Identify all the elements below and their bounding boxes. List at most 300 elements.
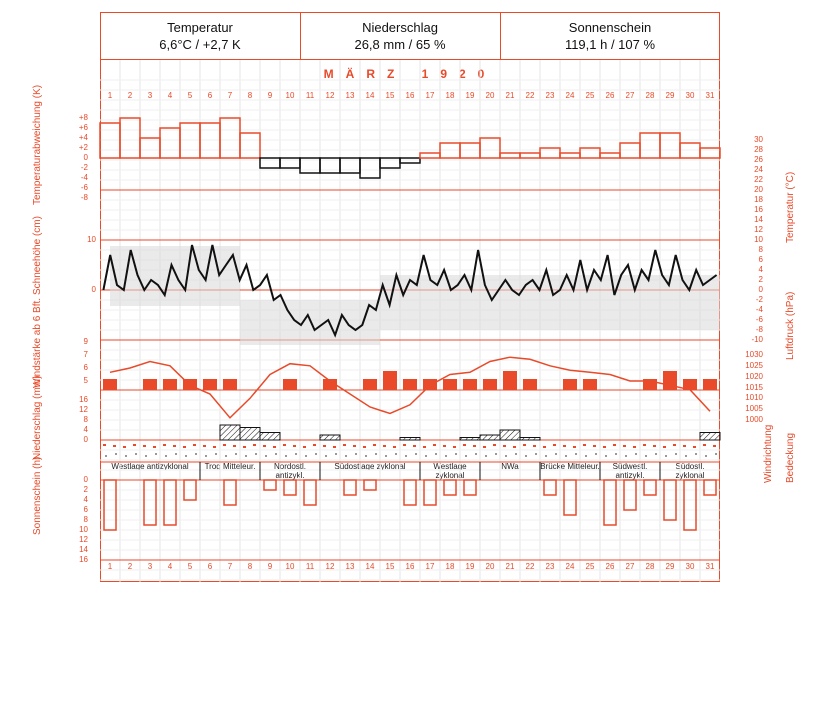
wind-bar [143, 379, 157, 390]
wind-direction-mark [303, 446, 306, 448]
cloud-cover-mark [355, 453, 357, 455]
wind-direction-mark [673, 444, 676, 446]
wind-direction-mark [523, 444, 526, 446]
cloud-cover-mark [625, 455, 627, 457]
tick-temperature: 4 [758, 265, 763, 274]
cloud-cover-mark [205, 455, 207, 457]
cloud-cover-mark [105, 455, 107, 457]
wind-direction-mark [483, 446, 486, 448]
cloud-cover-mark [175, 453, 177, 455]
wind-direction-mark [663, 446, 666, 448]
tick-temperature: 12 [754, 225, 763, 234]
tick-sunshine: 14 [79, 545, 88, 554]
day-number-top: 6 [207, 91, 213, 100]
day-number-top: 15 [385, 91, 395, 100]
precip-bar [240, 428, 260, 441]
cloud-cover-mark [705, 455, 707, 457]
tick-snow: 10 [87, 235, 96, 244]
tick-temperature: 28 [754, 145, 763, 154]
day-number-top: 25 [585, 91, 595, 100]
cloud-cover-mark [545, 455, 547, 457]
wind-direction-mark [193, 444, 196, 446]
cloud-cover-mark [665, 455, 667, 457]
day-number-top: 4 [167, 91, 173, 100]
tick-sunshine: 4 [83, 495, 88, 504]
day-number-top: 27 [625, 91, 635, 100]
cloud-cover-mark [165, 455, 167, 457]
tick-wind: 7 [83, 350, 88, 359]
cloud-cover-mark [615, 453, 617, 455]
tick-temperature: 14 [754, 215, 763, 224]
tick-temperature: 0 [758, 285, 763, 294]
anomaly-bar [120, 118, 140, 158]
sunshine-bar [684, 480, 696, 530]
day-number-top: 18 [445, 91, 455, 100]
header-temperature-title: Temperatur [167, 20, 233, 35]
day-number-bottom: 10 [285, 562, 295, 571]
wind-direction-mark [693, 446, 696, 448]
precip-bar [460, 438, 480, 441]
anomaly-bar [660, 133, 680, 158]
wind-direction-mark [393, 446, 396, 448]
cloud-cover-mark [695, 453, 697, 455]
day-number-top: 12 [325, 91, 335, 100]
wind-bar [203, 379, 217, 390]
wind-direction-mark [593, 445, 596, 447]
sunshine-bar [544, 480, 556, 495]
sunshine-bar [224, 480, 236, 505]
wind-bar [383, 371, 397, 390]
wind-direction-mark [653, 445, 656, 447]
wind-bar [563, 379, 577, 390]
cloud-cover-mark [285, 455, 287, 457]
wind-direction-mark [713, 445, 716, 447]
tick-temperature: -6 [755, 315, 763, 324]
wind-direction-mark [643, 444, 646, 446]
day-number-bottom: 19 [465, 562, 475, 571]
sunshine-bar [304, 480, 316, 505]
day-number-top: 8 [247, 91, 253, 100]
header-precipitation-title: Niederschlag [362, 20, 438, 35]
day-number-top: 5 [187, 91, 193, 100]
tick-pressure: 1015 [745, 382, 763, 392]
wind-bar [323, 379, 337, 390]
month-title: MÄRZ 1920 [323, 67, 497, 81]
tick-anomaly: +8 [78, 113, 88, 122]
tick-temperature: 6 [758, 255, 763, 264]
wind-bar [643, 379, 657, 390]
precip-bar [500, 430, 520, 440]
anomaly-bar [500, 153, 520, 158]
axis-label-snow: Schneehöhe (cm) [32, 216, 43, 295]
tick-sunshine: 0 [83, 475, 88, 484]
cloud-cover-mark [495, 453, 497, 455]
day-number-bottom: 4 [167, 562, 173, 571]
wind-direction-mark [253, 444, 256, 446]
wind-direction-mark [263, 445, 266, 447]
anomaly-bar [140, 138, 160, 158]
wind-direction-mark [533, 445, 536, 447]
day-number-top: 11 [305, 91, 315, 100]
wind-direction-mark [273, 446, 276, 448]
tick-anomaly: +2 [78, 143, 88, 152]
wind-direction-mark [173, 445, 176, 447]
anomaly-bar [420, 153, 440, 158]
tick-pressure: 1025 [745, 360, 763, 370]
tick-pressure: 1020 [745, 371, 763, 381]
wind-direction-mark [203, 445, 206, 447]
sunshine-bar [644, 480, 656, 495]
wind-bar [403, 379, 417, 390]
wind-bar [223, 379, 237, 390]
wind-direction-mark [503, 445, 506, 447]
wind-direction-mark [543, 446, 546, 448]
day-number-bottom: 18 [445, 562, 455, 571]
wind-direction-mark [123, 446, 126, 448]
cloud-cover-mark [155, 453, 157, 455]
cloud-cover-mark [335, 453, 337, 455]
tick-temperature: -10 [751, 335, 763, 344]
axis-label-precip: Niederschlag (mm) [32, 375, 43, 460]
wind-direction-mark [423, 446, 426, 448]
cloud-cover-mark [575, 453, 577, 455]
day-number-bottom: 16 [405, 562, 415, 571]
wind-bar [523, 379, 537, 390]
wind-bar [503, 371, 517, 390]
tick-anomaly: 0 [83, 153, 88, 162]
cloud-cover-mark [315, 453, 317, 455]
wind-direction-mark [383, 445, 386, 447]
cloud-cover-mark [195, 453, 197, 455]
wind-direction-mark [133, 444, 136, 446]
wind-bar [283, 379, 297, 390]
wind-direction-mark [233, 445, 236, 447]
wind-bar [363, 379, 377, 390]
sunshine-bar [464, 480, 476, 495]
tick-anomaly: -8 [80, 193, 88, 202]
anomaly-bar [240, 133, 260, 158]
sunshine-bar [164, 480, 176, 525]
cloud-cover-mark [185, 455, 187, 457]
wind-direction-mark [163, 444, 166, 446]
wind-direction-mark [213, 446, 216, 448]
axis-label-sunshine: Sonnenschein (h) [32, 456, 43, 535]
day-number-bottom: 12 [325, 562, 335, 571]
cloud-cover-mark [645, 455, 647, 457]
wind-bar [423, 379, 437, 390]
wind-direction-mark [333, 446, 336, 448]
tick-precip: 16 [79, 395, 88, 404]
day-number-top: 3 [147, 91, 153, 100]
wind-direction-mark [343, 444, 346, 446]
cloud-cover-mark [235, 453, 237, 455]
tick-pressure: 1005 [745, 404, 763, 414]
wind-direction-mark [493, 444, 496, 446]
day-number-top: 16 [405, 91, 415, 100]
tick-sunshine: 16 [79, 555, 88, 564]
wind-direction-mark [223, 444, 226, 446]
cloud-cover-mark [245, 455, 247, 457]
anomaly-bar [160, 128, 180, 158]
day-number-top: 20 [485, 91, 495, 100]
anomaly-bar [560, 153, 580, 158]
wind-direction-mark [373, 444, 376, 446]
wind-direction-mark [323, 445, 326, 447]
cloud-cover-mark [715, 453, 717, 455]
day-number-bottom: 15 [385, 562, 395, 571]
wind-bar [103, 379, 117, 390]
tick-anomaly: +6 [78, 123, 88, 132]
cloud-cover-mark [485, 455, 487, 457]
tick-wind: 6 [83, 363, 88, 372]
day-number-top: 10 [285, 91, 295, 100]
cloud-cover-mark [295, 453, 297, 455]
weather-type-label: Westlage zyklonal [433, 462, 467, 480]
tick-precip: 0 [83, 435, 88, 444]
day-number-top: 2 [127, 91, 133, 100]
day-number-bottom: 17 [425, 562, 435, 571]
cloud-cover-mark [515, 453, 517, 455]
cloud-cover-mark [215, 453, 217, 455]
wind-bar [703, 379, 717, 390]
day-number-bottom: 7 [227, 562, 233, 571]
cloud-cover-mark [255, 453, 257, 455]
wind-direction-mark [453, 446, 456, 448]
day-number-bottom: 28 [645, 562, 655, 571]
cloud-cover-mark [445, 455, 447, 457]
wind-bar [683, 379, 697, 390]
wind-direction-mark [413, 445, 416, 447]
day-number-bottom: 27 [625, 562, 635, 571]
axis-label-wind-direction: Windrichtung [763, 424, 774, 483]
day-number-bottom: 31 [705, 562, 715, 571]
cloud-cover-mark [435, 453, 437, 455]
precip-bar [220, 425, 240, 440]
day-number-top: 22 [525, 91, 535, 100]
sunshine-bar [404, 480, 416, 505]
cloud-cover-mark [525, 455, 527, 457]
cloud-cover-mark [605, 455, 607, 457]
tick-anomaly: -6 [80, 183, 88, 192]
cloud-cover-mark [275, 453, 277, 455]
day-number-bottom: 30 [685, 562, 695, 571]
weather-type-label: Brücke Mitteleur. [540, 462, 600, 471]
day-number-top: 23 [545, 91, 555, 100]
sunshine-bar [704, 480, 716, 495]
axis-label-wind: Windstärke ab 6 Bft. [32, 297, 43, 388]
day-number-bottom: 6 [207, 562, 213, 571]
tick-temperature: 10 [754, 235, 763, 244]
wind-direction-mark [553, 444, 556, 446]
wind-bar [663, 371, 677, 390]
tick-pressure: 1000 [745, 415, 763, 424]
tick-temperature: 26 [754, 155, 763, 164]
cloud-cover-mark [225, 455, 227, 457]
axis-label-temp-anomaly: Temperaturabweichung (K) [32, 84, 43, 205]
sunshine-bar [344, 480, 356, 495]
day-number-top: 29 [665, 91, 675, 100]
day-number-bottom: 26 [605, 562, 615, 571]
cloud-cover-mark [655, 453, 657, 455]
tick-precip: 12 [79, 405, 88, 414]
day-number-bottom: 20 [485, 562, 495, 571]
wind-bar [583, 379, 597, 390]
cloud-cover-mark [375, 453, 377, 455]
wind-direction-mark [443, 445, 446, 447]
wind-direction-mark [403, 444, 406, 446]
wind-direction-mark [103, 444, 106, 446]
tick-sunshine: 12 [79, 535, 88, 544]
tick-precip: 8 [83, 415, 88, 424]
cloud-cover-mark [345, 455, 347, 457]
cloud-cover-mark [135, 453, 137, 455]
sunshine-bar [624, 480, 636, 510]
header-sunshine-value: 119,1 h / 107 % [564, 37, 656, 52]
cloud-cover-mark [405, 455, 407, 457]
weather-type-label: Südwestl. antizykl. [612, 462, 648, 480]
anomaly-bar [640, 133, 660, 158]
wind-direction-mark [583, 444, 586, 446]
day-number-top: 13 [345, 91, 355, 100]
anomaly-bar [360, 158, 380, 178]
tick-temperature: -2 [755, 295, 763, 304]
sunshine-bar [144, 480, 156, 525]
anomaly-bar [220, 118, 240, 158]
cloud-cover-mark [425, 455, 427, 457]
wind-direction-mark [623, 445, 626, 447]
day-number-top: 31 [705, 91, 715, 100]
sunshine-bar [424, 480, 436, 505]
precip-bar [260, 433, 280, 441]
wind-direction-mark [573, 446, 576, 448]
wind-direction-mark [633, 446, 636, 448]
tick-temperature: 2 [758, 275, 763, 284]
precip-bar [700, 433, 720, 441]
day-number-top: 17 [425, 91, 435, 100]
tick-precip: 4 [83, 425, 88, 434]
precip-bar [320, 435, 340, 440]
anomaly-bar [600, 153, 620, 158]
tick-temperature: -4 [755, 305, 763, 314]
day-number-bottom: 23 [545, 562, 555, 571]
sunshine-bar [364, 480, 376, 490]
tick-temperature: 8 [758, 245, 763, 254]
tick-temperature: 22 [754, 175, 763, 184]
wind-direction-mark [683, 445, 686, 447]
temperature-range-band [240, 300, 380, 345]
day-number-top: 28 [645, 91, 655, 100]
day-number-bottom: 25 [585, 562, 595, 571]
cloud-cover-mark [115, 453, 117, 455]
tick-anomaly: +4 [78, 133, 88, 142]
tick-temperature: 24 [754, 165, 763, 174]
cloud-cover-mark [465, 455, 467, 457]
day-number-bottom: 21 [505, 562, 515, 571]
anomaly-bar [480, 138, 500, 158]
day-number-top: 24 [565, 91, 575, 100]
day-number-bottom: 2 [127, 562, 133, 571]
tick-temperature: 18 [754, 195, 763, 204]
day-number-bottom: 24 [565, 562, 575, 571]
wind-direction-mark [513, 446, 516, 448]
axis-label-temperature: Temperatur (°C) [785, 171, 796, 243]
tick-sunshine: 8 [83, 515, 88, 524]
day-number-bottom: 5 [187, 562, 193, 571]
tick-anomaly: -2 [80, 163, 88, 172]
wind-bar [183, 379, 197, 390]
day-number-bottom: 1 [107, 562, 113, 571]
wind-bar [463, 379, 477, 390]
header-sunshine-title: Sonnenschein [568, 20, 652, 35]
wind-direction-mark [363, 446, 366, 448]
tick-snow: 0 [91, 285, 96, 294]
precip-bar [480, 435, 500, 440]
wind-bar [483, 379, 497, 390]
cloud-cover-mark [555, 453, 557, 455]
cloud-cover-mark [595, 453, 597, 455]
wind-direction-mark [613, 444, 616, 446]
wind-direction-mark [473, 445, 476, 447]
cloud-cover-mark [325, 455, 327, 457]
cloud-cover-mark [675, 453, 677, 455]
day-number-top: 30 [685, 91, 695, 100]
cloud-cover-mark [265, 455, 267, 457]
day-number-bottom: 22 [525, 562, 535, 571]
sunshine-bar [264, 480, 276, 490]
day-number-top: 1 [107, 91, 113, 100]
wind-bar [443, 379, 457, 390]
tick-pressure: 1010 [745, 393, 763, 403]
wind-direction-mark [283, 444, 286, 446]
wind-direction-mark [433, 444, 436, 446]
day-number-bottom: 14 [365, 562, 375, 571]
day-number-bottom: 29 [665, 562, 675, 571]
cloud-cover-mark [585, 455, 587, 457]
weather-type-label: Trog Mitteleur. [204, 462, 256, 471]
weather-type-label: Südostl. zyklonal [675, 462, 705, 480]
tick-temperature: 16 [754, 205, 763, 214]
tick-temperature: 20 [754, 185, 763, 194]
wind-direction-mark [563, 445, 566, 447]
wind-direction-mark [113, 445, 116, 447]
day-number-bottom: 3 [147, 562, 153, 571]
cloud-cover-mark [505, 455, 507, 457]
tick-sunshine: 2 [83, 485, 88, 494]
sunshine-bar [604, 480, 616, 525]
wind-direction-mark [463, 444, 466, 446]
day-number-bottom: 13 [345, 562, 355, 571]
precip-bar [520, 438, 540, 441]
axis-label-pressure: Luftdruck (hPa) [785, 291, 796, 360]
day-number-bottom: 11 [305, 562, 315, 571]
weather-type-label: Südostlage zyklonal [334, 462, 406, 471]
sunshine-bar [284, 480, 296, 495]
wind-direction-mark [293, 445, 296, 447]
day-number-top: 19 [465, 91, 475, 100]
tick-wind: 9 [83, 337, 88, 346]
tick-pressure: 1030 [745, 350, 763, 359]
weather-type-label: Nordostl. antizykl. [273, 462, 306, 480]
wind-direction-mark [603, 446, 606, 448]
cloud-cover-mark [385, 455, 387, 457]
day-number-top: 21 [505, 91, 515, 100]
day-number-top: 14 [365, 91, 375, 100]
tick-sunshine: 10 [79, 525, 88, 534]
day-number-top: 26 [605, 91, 615, 100]
day-number-bottom: 9 [267, 562, 273, 571]
cloud-cover-mark [415, 453, 417, 455]
cloud-cover-mark [475, 453, 477, 455]
